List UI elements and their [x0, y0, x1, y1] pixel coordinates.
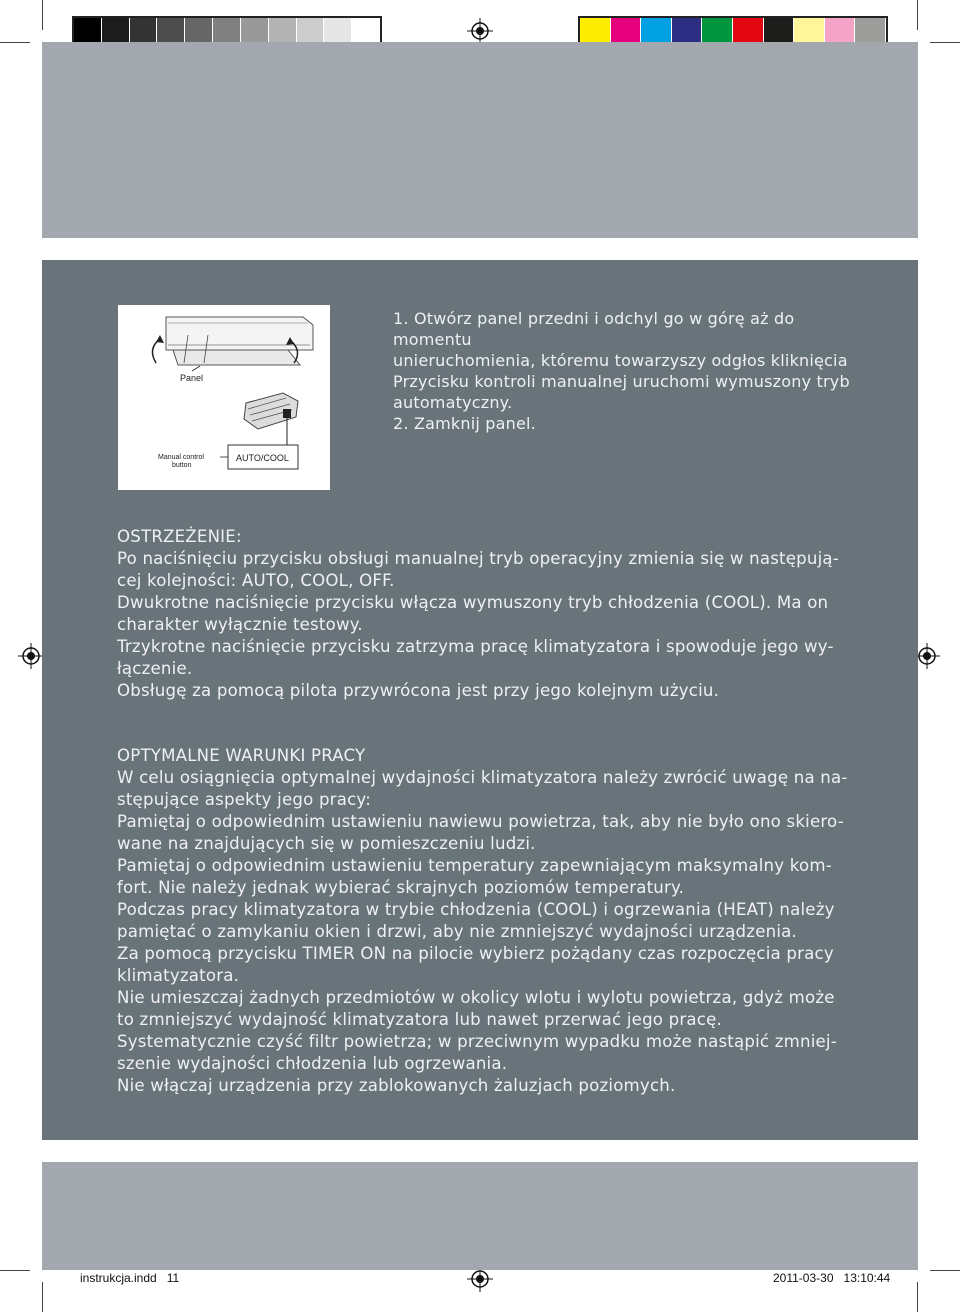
- optimal-line: Nie włączaj urządzenia przy zablokowanych żaluzjach poziomych.: [117, 1076, 676, 1095]
- grayscale-swatch: [297, 18, 325, 44]
- footer-time: 13:10:44: [843, 1271, 891, 1285]
- step-line: automatyczny.: [393, 393, 513, 412]
- step-line: 2. Zamknij panel.: [393, 414, 536, 433]
- crop-mark: [930, 1270, 960, 1271]
- footer-file: [80, 1271, 179, 1285]
- registration-mark-icon: [18, 643, 44, 669]
- warning-section: [117, 526, 847, 702]
- crop-mark: [917, 0, 918, 30]
- optimal-line: wane na znajdujących się w pomieszczeniu ludzi.: [117, 834, 536, 853]
- optimal-line: Systematycznie czyść filtr powietrza; w przeciwnym wypadku może nastąpić zmniej-: [117, 1032, 837, 1051]
- grayscale-swatch: [185, 18, 213, 44]
- grayscale-swatch: [352, 18, 380, 44]
- crop-mark: [0, 1270, 30, 1271]
- color-swatch: [672, 18, 703, 44]
- optimal-line: to zmniejszyć wydajność klimatyzatora lub nawet przerwać jego pracę.: [117, 1010, 722, 1029]
- optimal-line: Pamiętaj o odpowiednim ustawieniu temperatury zapewniającym maksymalny kom-: [117, 856, 832, 875]
- footer-page: 11: [166, 1271, 180, 1285]
- registration-mark-icon: [467, 18, 493, 44]
- optimal-line: Pamiętaj o odpowiednim ustawieniu nawiewu powietrza, tak, aby nie było ono skiero-: [117, 812, 844, 831]
- warning-heading: OSTRZEŻENIE:: [117, 527, 242, 546]
- warning-line: Dwukrotne naciśnięcie przycisku włącza wymuszony tryb chłodzenia (COOL). Ma on: [117, 593, 829, 612]
- panel-label: Panel: [180, 373, 204, 383]
- optimal-heading: OPTYMALNE WARUNKI PRACY: [117, 746, 366, 765]
- manual-control-label: Manual control: [158, 454, 204, 461]
- grayscale-swatch: [213, 18, 241, 44]
- optimal-conditions-section: [117, 745, 847, 1097]
- color-swatch: [733, 18, 764, 44]
- color-swatch: [641, 18, 672, 44]
- optimal-line: Za pomocą przycisku TIMER ON na pilocie wybierz pożądany czas rozpoczęcia pracy: [117, 944, 834, 963]
- optimal-line: pamiętać o zamykaniu okien i drzwi, aby nie zmniejszyć wydajności urządzenia.: [117, 922, 797, 941]
- color-swatch: [794, 18, 825, 44]
- air-conditioner-illustration: [118, 305, 330, 490]
- warning-line: Trzykrotne naciśnięcie przycisku zatrzyma pracę klimatyzatora i spowoduje jego wy-: [117, 637, 834, 656]
- footer-date: 2011-03-30: [773, 1271, 834, 1285]
- warning-line: łączenie.: [117, 659, 193, 678]
- top-gray-panel: [42, 42, 918, 238]
- color-swatch: [702, 18, 733, 44]
- step-line: unieruchomienia, któremu towarzyszy odgłos kliknięcia: [393, 351, 848, 370]
- color-swatch: [764, 18, 795, 44]
- warning-line: cej kolejności: AUTO, COOL, OFF.: [117, 571, 395, 590]
- color-swatch: [825, 18, 856, 44]
- warning-line: Obsługę za pomocą pilota przywrócona jest przy jego kolejnym użyciu.: [117, 681, 720, 700]
- footer-filename: instrukcja.indd: [80, 1271, 157, 1285]
- warning-line: Po naciśnięciu przycisku obsługi manualnej tryb operacyjny zmienia się w następują-: [117, 549, 839, 568]
- auto-cool-label: AUTO/COOL: [236, 453, 289, 463]
- crop-mark: [0, 42, 30, 43]
- grayscale-swatch: [74, 18, 102, 44]
- optimal-line: Podczas pracy klimatyzatora w trybie chłodzenia (COOL) i ogrzewania (HEAT) należy: [117, 900, 835, 919]
- crop-mark: [42, 0, 43, 30]
- color-swatch: [855, 18, 886, 44]
- step-line: Przycisku kontroli manualnej uruchomi wymuszony tryb: [393, 372, 850, 391]
- color-swatch: [611, 18, 642, 44]
- step-line: 1. Otwórz panel przedni i odchyl go w górę aż do momentu: [393, 309, 795, 349]
- crop-mark: [42, 1282, 43, 1312]
- optimal-line: Nie umieszczaj żadnych przedmiotów w okolicy wlotu i wylotu powietrza, gdyż może: [117, 988, 835, 1007]
- optimal-line: fort. Nie należy jednak wybierać skrajnych poziomów temperatury.: [117, 878, 685, 897]
- color-swatch: [580, 18, 611, 44]
- crop-mark: [917, 1282, 918, 1312]
- optimal-line: W celu osiągnięcia optymalnej wydajności klimatyzatora należy zwrócić uwagę na na-: [117, 768, 848, 787]
- grayscale-swatch: [157, 18, 185, 44]
- optimal-line: szenie wydajności chłodzenia lub ogrzewania.: [117, 1054, 508, 1073]
- grayscale-swatch: [241, 18, 269, 44]
- bottom-gray-panel: [42, 1162, 918, 1270]
- crop-mark: [930, 42, 960, 43]
- step-instructions: [393, 308, 863, 434]
- manual-control-label-2: button: [172, 462, 192, 469]
- grayscale-swatch: [130, 18, 158, 44]
- footer-timestamp: [773, 1271, 890, 1285]
- grayscale-swatch: [102, 18, 130, 44]
- optimal-line: stępujące aspekty jego pracy:: [117, 790, 371, 809]
- grayscale-swatch: [324, 18, 352, 44]
- grayscale-swatch: [269, 18, 297, 44]
- optimal-line: klimatyzatora.: [117, 966, 240, 985]
- warning-line: charakter wyłącznie testowy.: [117, 615, 363, 634]
